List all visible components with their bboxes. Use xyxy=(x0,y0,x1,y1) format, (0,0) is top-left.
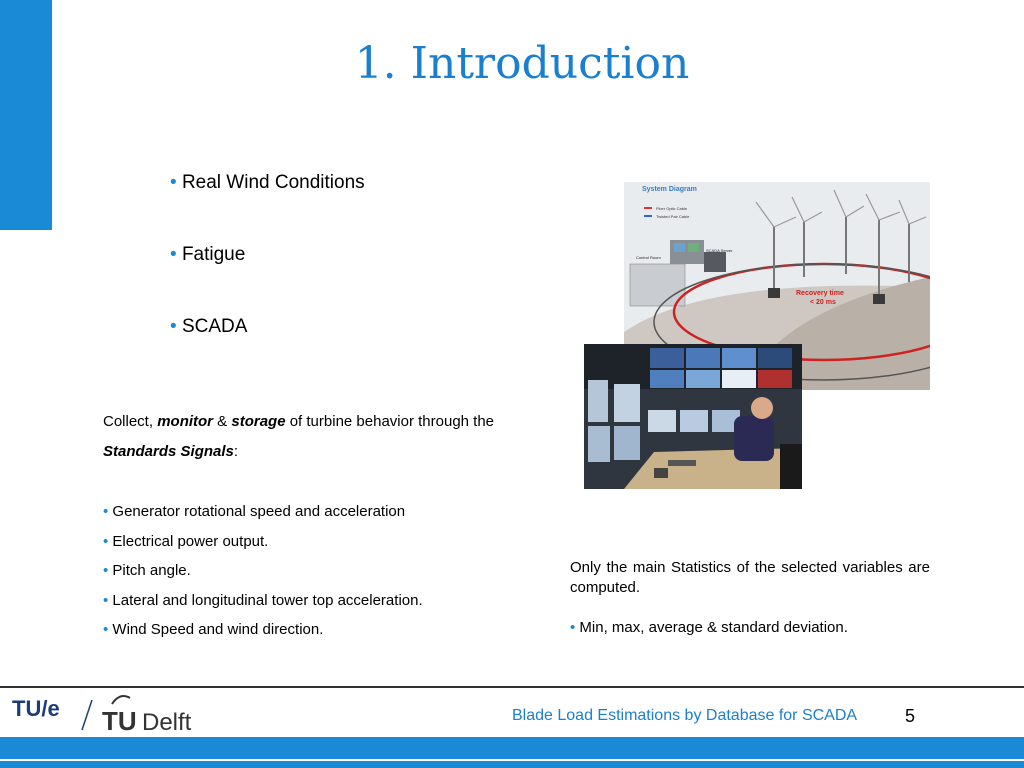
footer-band-line xyxy=(0,759,1024,761)
stats-bullet xyxy=(570,619,848,636)
flame-icon xyxy=(112,696,130,704)
bullet-icon: • xyxy=(103,591,113,609)
university-logo xyxy=(12,690,212,735)
bullet-icon: • xyxy=(103,562,113,579)
stats-bullet-text: Min, max, average & standard deviation. xyxy=(579,619,848,636)
list-item xyxy=(170,242,365,314)
signals-list xyxy=(103,497,423,645)
list-item xyxy=(170,314,365,386)
bullet-icon: • xyxy=(170,316,182,337)
footer-title: Blade Load Estimations by Database for SCADA xyxy=(512,707,858,724)
bullet-icon: • xyxy=(170,244,182,265)
bullet-icon: • xyxy=(570,619,580,636)
bullet-text: Fatigue xyxy=(181,244,246,265)
signal-text: Lateral and longitudinal tower top acceleration. xyxy=(112,591,423,609)
list-item xyxy=(103,497,423,527)
signal-text: Pitch angle. xyxy=(112,562,191,579)
footer-divider xyxy=(0,686,1024,688)
storage-emphasis: storage xyxy=(231,413,286,430)
colon-text: : xyxy=(233,443,239,460)
top-bullet-list xyxy=(170,170,365,386)
collect-paragraph xyxy=(103,407,543,467)
list-item xyxy=(103,615,423,645)
slide-title: 1. Introduction xyxy=(354,38,690,89)
page-number: 5 xyxy=(905,706,916,726)
diagram-heading: System Diagram xyxy=(642,186,697,193)
tudelft-delft-text: Delft xyxy=(142,709,192,735)
control-room-photo xyxy=(584,344,802,489)
scada-server-label: SCADA Server xyxy=(706,248,733,253)
tue-logo-text: TU/e xyxy=(12,696,60,721)
footer-band xyxy=(0,737,1024,768)
list-item xyxy=(103,527,423,557)
bullet-icon: • xyxy=(103,503,113,520)
recovery-label-1: Recovery time xyxy=(796,290,844,297)
signals-emphasis: Standards Signals xyxy=(103,443,234,460)
list-item xyxy=(103,556,423,586)
bullet-icon: • xyxy=(170,172,182,193)
signal-text: Generator rotational speed and acceleration xyxy=(112,503,406,520)
bullet-text: SCADA xyxy=(181,316,248,337)
list-item xyxy=(103,586,423,616)
accent-bar xyxy=(0,0,52,230)
signal-text: Wind Speed and wind direction. xyxy=(112,621,324,638)
recovery-label-2: < 20 ms xyxy=(810,299,836,306)
collect-text-2: of turbine behavior through the xyxy=(285,413,495,430)
bullet-icon: • xyxy=(103,621,113,638)
collect-text: Collect, xyxy=(103,413,158,430)
control-room-label: Control Room xyxy=(636,255,661,260)
legend-fiber: Fiber Optic Cable xyxy=(656,206,688,211)
tudelft-tu-text: TU xyxy=(102,706,137,735)
amp-text: & xyxy=(213,413,232,430)
signal-text: Electrical power output. xyxy=(112,532,269,550)
stats-paragraph: Only the main Statistics of the selected variables are computed. xyxy=(570,559,930,596)
bullet-icon: • xyxy=(103,532,113,550)
monitor-emphasis: monitor xyxy=(157,413,214,430)
list-item xyxy=(170,170,365,242)
bullet-text: Real Wind Conditions xyxy=(181,172,365,193)
legend-twisted: Twisted Pair Cable xyxy=(656,214,690,219)
